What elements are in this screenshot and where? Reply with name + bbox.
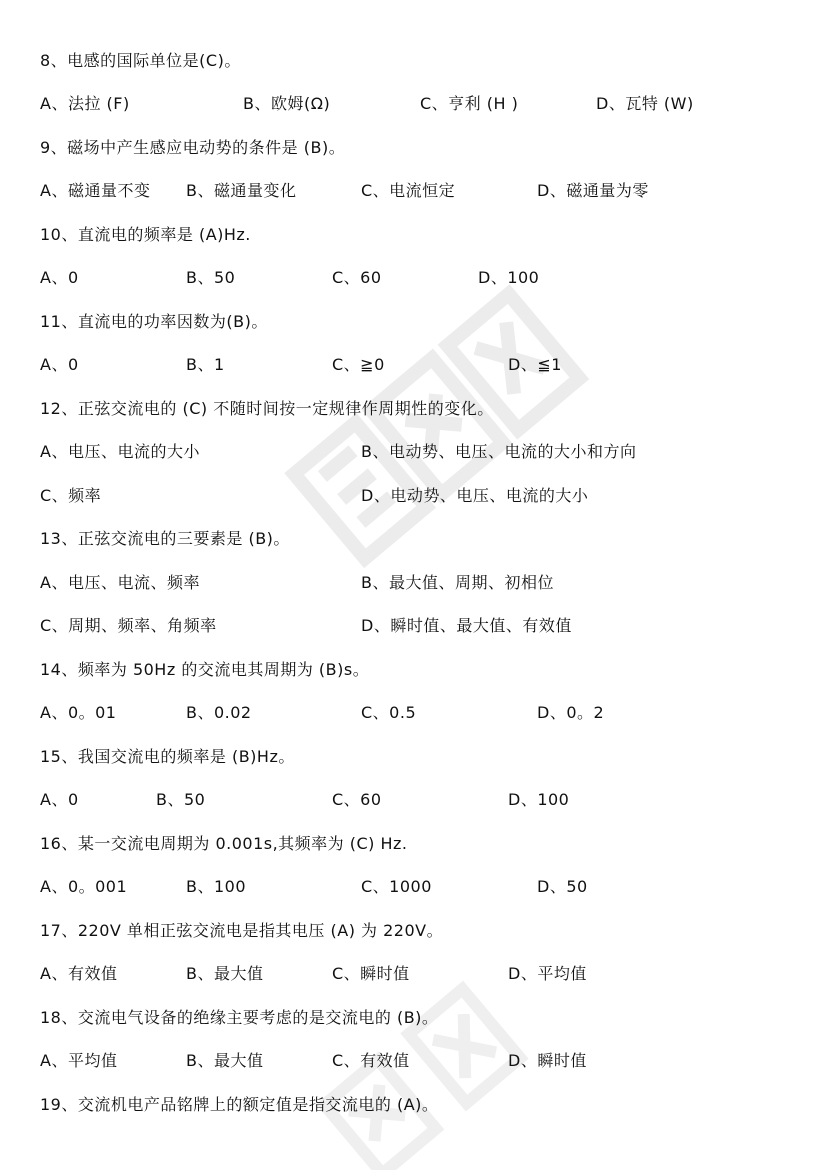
option-d: D、瞬时值 — [508, 1051, 587, 1070]
option-c: C、1000 — [361, 877, 432, 896]
option-d: D、100 — [478, 268, 540, 287]
option-a: A、平均值 — [40, 1051, 118, 1070]
option-c: C、有效值 — [332, 1051, 410, 1070]
option-c: C、频率 — [40, 486, 102, 505]
option-b: B、欧姆(Ω) — [243, 94, 331, 113]
option-d: D、平均值 — [508, 964, 587, 983]
option-a: A、法拉 (F) — [40, 94, 130, 113]
options-17 — [0, 959, 830, 989]
options-13-row1 — [0, 568, 830, 598]
options-12-row1 — [0, 437, 830, 467]
question-18 — [0, 1003, 830, 1033]
question-text: 18、交流电气设备的绝缘主要考虑的是交流电的 (B)。 — [40, 1008, 439, 1027]
option-c: C、0.5 — [361, 703, 417, 722]
question-8 — [0, 46, 830, 76]
option-d: D、电动势、电压、电流的大小 — [361, 486, 589, 505]
question-text: 17、220V 单相正弦交流电是指其电压 (A) 为 220V。 — [40, 921, 444, 940]
option-d: D、≦1 — [508, 355, 562, 374]
question-13 — [0, 524, 830, 554]
option-a: A、电压、电流、频率 — [40, 573, 200, 592]
options-14 — [0, 698, 830, 728]
question-text: 16、某一交流电周期为 0.001s,其频率为 (C) Hz. — [40, 834, 408, 853]
option-c: C、亨利 (H ) — [420, 94, 519, 113]
option-a: A、0。01 — [40, 703, 117, 722]
question-text: 11、直流电的功率因数为(B)。 — [40, 312, 268, 331]
option-a: A、磁通量不变 — [40, 181, 151, 200]
option-b: B、100 — [186, 877, 247, 896]
option-a: A、电压、电流的大小 — [40, 442, 200, 461]
question-text: 13、正弦交流电的三要素是 (B)。 — [40, 529, 290, 548]
question-text: 14、频率为 50Hz 的交流电其周期为 (B)s。 — [40, 660, 370, 679]
question-text: 10、直流电的频率是 (A)Hz. — [40, 225, 251, 244]
option-d: D、磁通量为零 — [537, 181, 649, 200]
question-14 — [0, 655, 830, 685]
question-9 — [0, 133, 830, 163]
options-12-row2 — [0, 481, 830, 511]
option-a: A、有效值 — [40, 964, 118, 983]
question-12 — [0, 394, 830, 424]
question-text: 15、我国交流电的频率是 (B)Hz。 — [40, 747, 295, 766]
option-d: D、50 — [537, 877, 588, 896]
option-c: C、60 — [332, 790, 382, 809]
option-a: A、0 — [40, 268, 79, 287]
options-15 — [0, 785, 830, 815]
options-8 — [0, 89, 830, 119]
question-17 — [0, 916, 830, 946]
option-b: B、电动势、电压、电流的大小和方向 — [361, 442, 637, 461]
option-a: A、0 — [40, 790, 79, 809]
option-b: B、1 — [186, 355, 225, 374]
option-b: B、磁通量变化 — [186, 181, 297, 200]
option-d: D、0。2 — [537, 703, 605, 722]
option-c: C、瞬时值 — [332, 964, 410, 983]
option-c: C、60 — [332, 268, 382, 287]
options-18 — [0, 1046, 830, 1076]
options-11 — [0, 350, 830, 380]
option-b: B、50 — [156, 790, 206, 809]
question-19 — [0, 1090, 830, 1120]
question-16 — [0, 829, 830, 859]
question-10 — [0, 220, 830, 250]
option-c: C、周期、频率、角频率 — [40, 616, 217, 635]
question-text: 12、正弦交流电的 (C) 不随时间按一定规律作周期性的变化。 — [40, 399, 494, 418]
options-10 — [0, 263, 830, 293]
option-b: B、最大值 — [186, 1051, 264, 1070]
watermark-logo — [260, 250, 620, 610]
option-b: B、50 — [186, 268, 236, 287]
option-b: B、最大值 — [186, 964, 264, 983]
option-d: D、瞬时值、最大值、有效值 — [361, 616, 572, 635]
question-11 — [0, 307, 830, 337]
option-d: D、瓦特 (W) — [596, 94, 694, 113]
option-b: B、0.02 — [186, 703, 252, 722]
options-16 — [0, 872, 830, 902]
option-a: A、0 — [40, 355, 79, 374]
option-a: A、0。001 — [40, 877, 128, 896]
option-c: C、≧0 — [332, 355, 385, 374]
options-9 — [0, 176, 830, 206]
question-text: 19、交流机电产品铭牌上的额定值是指交流电的 (A)。 — [40, 1095, 439, 1114]
options-13-row2 — [0, 611, 830, 641]
option-b: B、最大值、周期、初相位 — [361, 573, 554, 592]
option-d: D、100 — [508, 790, 570, 809]
question-text: 8、电感的国际单位是(C)。 — [40, 51, 241, 70]
option-c: C、电流恒定 — [361, 181, 456, 200]
question-15 — [0, 742, 830, 772]
question-text: 9、磁场中产生感应电动势的条件是 (B)。 — [40, 138, 346, 157]
